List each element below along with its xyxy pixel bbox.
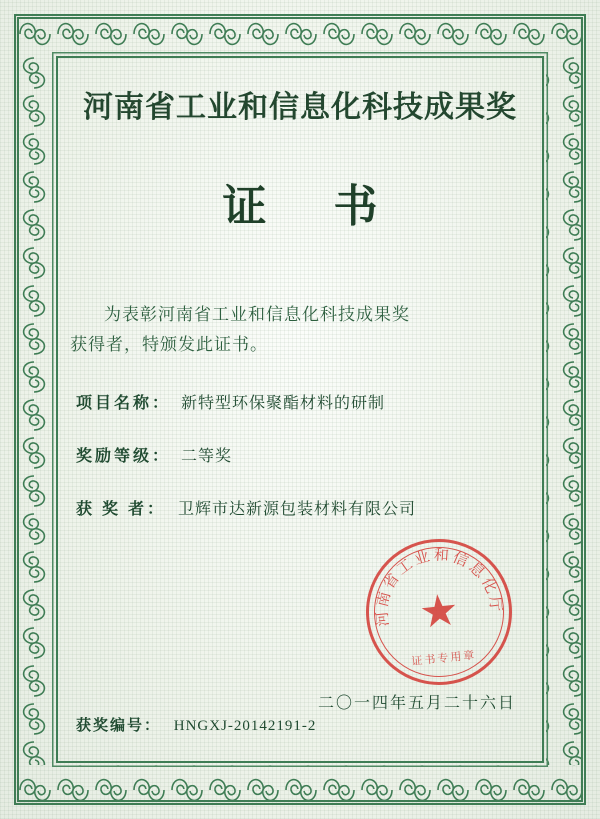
certificate-statement — [62, 300, 538, 360]
certificate-title: 河南省工业和信息化科技成果奖 — [83, 91, 517, 124]
award-level-label: 奖励等级： — [76, 448, 172, 465]
field-row-award-level — [76, 443, 538, 466]
seal-arc-text: 河南省工业和信息化厅 — [374, 547, 504, 628]
certificate-number-label: 获奖编号： — [76, 718, 162, 734]
certificate-content — [62, 62, 538, 757]
field-row-project — [76, 390, 538, 413]
project-name-value: 新特型环保聚酯材料的研制 — [181, 395, 386, 412]
statement-line-2: 获得者，特颁发此证书。 — [70, 335, 268, 354]
certificate-number — [76, 714, 316, 735]
field-row-recipient — [76, 496, 538, 519]
award-level-value: 二等奖 — [181, 448, 233, 465]
recipient-label: 获 奖 者： — [76, 501, 167, 518]
statement-line-1: 为表彰河南省工业和信息化科技成果奖 — [104, 305, 410, 324]
seal-star-icon: ★ — [416, 585, 462, 638]
project-name-label: 项目名称： — [76, 395, 172, 412]
seal-bottom-text: 证书专用章 — [410, 649, 477, 669]
certificate-date: 二〇一四年五月二十六日 — [317, 695, 516, 712]
certificate-fields — [62, 390, 538, 519]
recipient-value: 卫辉市达新源包装材料有限公司 — [178, 501, 417, 518]
certificate-subtitle: 证 书 — [222, 182, 406, 231]
official-seal-stamp — [359, 532, 519, 692]
certificate-number-value: HNGXJ-20142191-2 — [173, 718, 317, 734]
